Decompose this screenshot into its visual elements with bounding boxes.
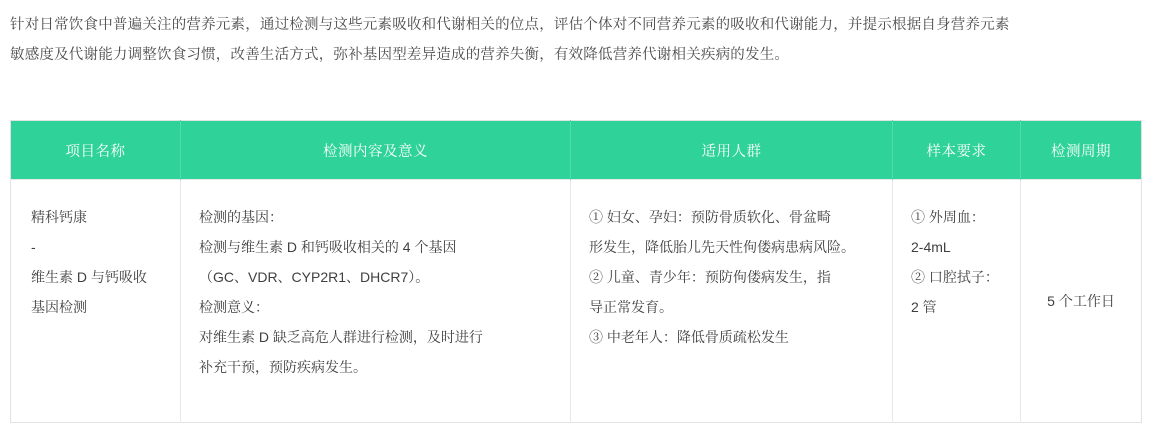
cell-period: 5 个工作日 — [1021, 180, 1142, 423]
content-line-4: 检测意义： — [199, 299, 269, 315]
content-line-2: 检测与维生素 D 和钙吸收相关的 4 个基因 — [199, 239, 457, 255]
content-line-3: （GC、VDR、CYP2R1、DHCR7）。 — [199, 269, 430, 285]
detail-table — [10, 120, 1142, 423]
cell-content — [181, 180, 571, 423]
population-line-3: ② 儿童、青少年：预防佝偻病发生，指 — [589, 269, 831, 285]
population-line-2: 形发生，降低胎儿先天性佝偻病患病风险。 — [589, 239, 855, 255]
project-name-line-4: 基因检测 — [31, 299, 87, 315]
sample-line-3: ② 口腔拭子： — [911, 269, 999, 285]
content-line-6: 补充干预，预防疾病发生。 — [199, 359, 367, 375]
content-line-1: 检测的基因： — [199, 209, 283, 225]
intro-line-2: 敏感度及代谢能力调整饮食习惯，改善生活方式，弥补基因型差异造成的营养失衡，有效降低营养代谢相关疾病的发生。 — [10, 47, 790, 63]
detail-table-wrapper — [10, 120, 1141, 423]
table-header-content: 检测内容及意义 — [181, 121, 571, 180]
project-name-line-3: 维生素 D 与钙吸收 — [31, 269, 147, 285]
cell-population — [571, 180, 893, 423]
cell-project-name — [11, 180, 181, 423]
population-line-4: 导正常发育。 — [589, 299, 673, 315]
cell-sample — [893, 180, 1021, 423]
table-header-period: 检测周期 — [1021, 121, 1142, 180]
table-body — [11, 180, 1142, 423]
sample-line-4: 2 管 — [911, 299, 937, 315]
intro-paragraph — [10, 10, 1141, 70]
project-name-line-2: - — [31, 239, 36, 255]
sample-line-2: 2-4mL — [911, 239, 951, 255]
table-header-project-name: 项目名称 — [11, 121, 181, 180]
table-header-population: 适用人群 — [571, 121, 893, 180]
content-line-5: 对维生素 D 缺乏高危人群进行检测，及时进行 — [199, 329, 483, 345]
table-row — [11, 180, 1142, 423]
intro-line-1: 针对日常饮食中普遍关注的营养元素，通过检测与这些元素吸收和代谢相关的位点，评估个体对不同营养元素的吸收和代谢能力，并提示根据自身营养元素 — [10, 17, 1010, 33]
sample-line-1: ① 外周血： — [911, 209, 985, 225]
population-line-5: ③ 中老年人：降低骨质疏松发生 — [589, 329, 789, 345]
table-header-row — [11, 121, 1142, 180]
project-name-line-1: 精科钙康 — [31, 209, 87, 225]
table-header — [11, 121, 1142, 180]
population-line-1: ① 妇女、孕妇：预防骨质软化、骨盆畸 — [589, 209, 831, 225]
table-header-sample: 样本要求 — [893, 121, 1021, 180]
